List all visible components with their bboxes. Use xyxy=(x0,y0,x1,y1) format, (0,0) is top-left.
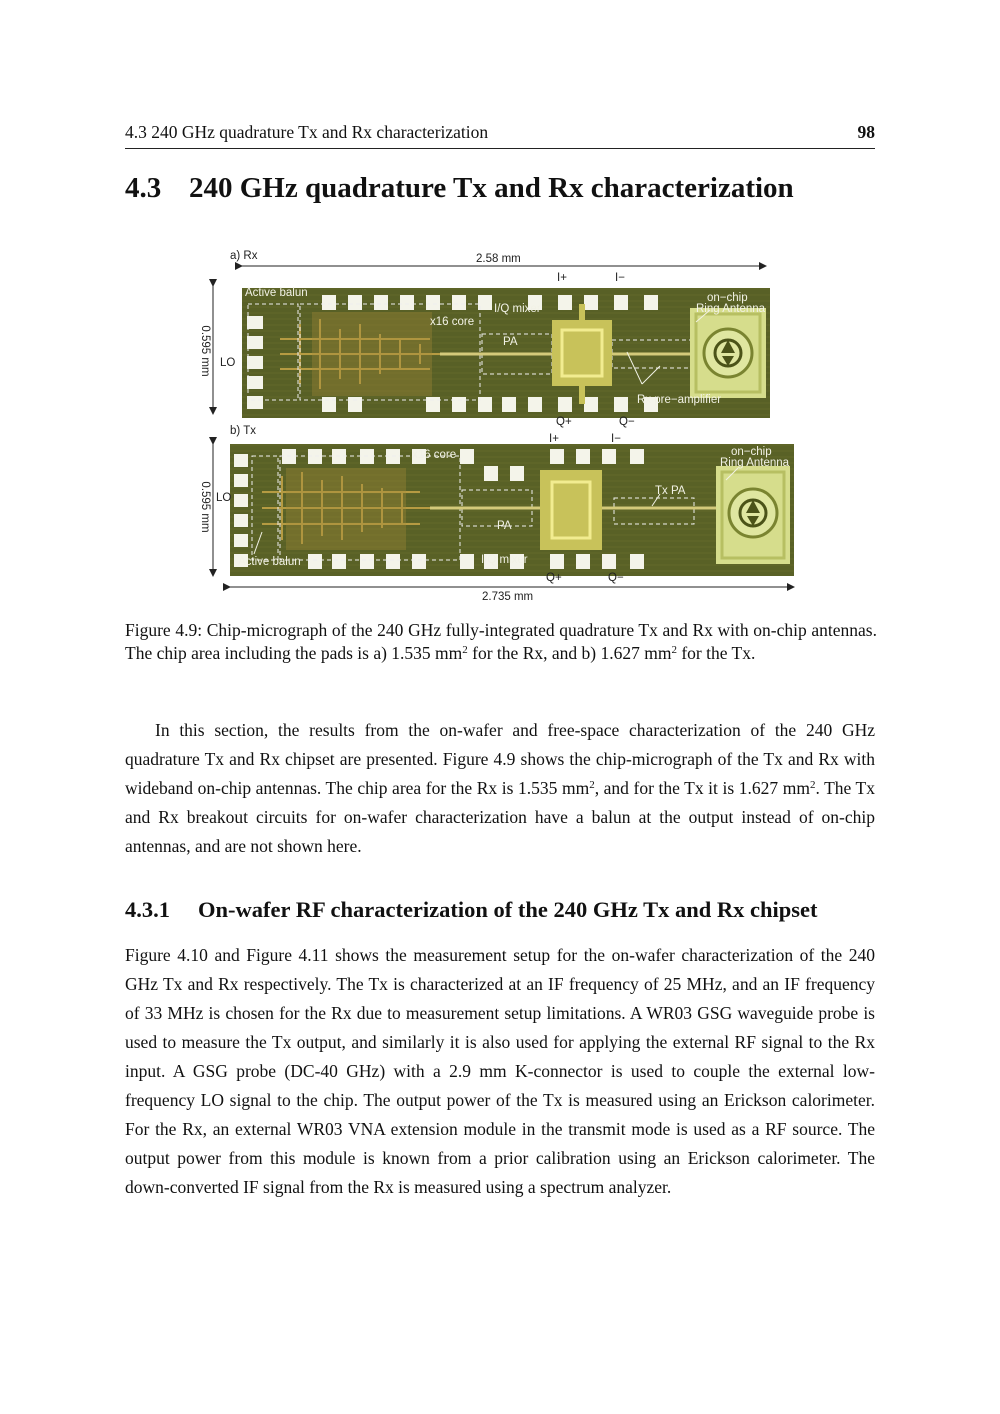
rx-i-plus-label: I+ xyxy=(557,272,567,284)
tx-x16-core-label: x16 core xyxy=(412,449,457,461)
tx-panel-label: b) Tx xyxy=(230,425,256,437)
rx-antenna-label-line1: on−chip xyxy=(707,292,748,304)
rx-q-minus-label: Q− xyxy=(619,416,635,428)
rx-pa-label: PA xyxy=(503,336,518,348)
tx-lo-label: LO xyxy=(216,492,232,504)
rx-width-dimension: 2.58 mm xyxy=(476,253,521,265)
tx-q-minus-label: Q− xyxy=(608,572,624,584)
tx-active-balun-label: Active balun xyxy=(238,556,301,568)
running-header xyxy=(125,122,875,149)
rx-height-dimension: 0.595 mm xyxy=(199,325,211,377)
tx-height-dimension: 0.595 mm xyxy=(199,481,211,533)
rx-antenna-label-line2: Ring Antenna xyxy=(696,303,766,315)
figure-caption: Figure 4.9: Chip-micrograph of the 240 GHz fully-integrated quadrature Tx and Rx with on-chip antennas. The chip area including the pads is a) 1.535 $mm^2$ for the Rx, and b) 1.627 $mm^2$ for the Tx. xyxy=(125,620,877,663)
tx-i-minus-label: I− xyxy=(611,433,621,445)
subsection-heading xyxy=(125,897,818,923)
rx-iq-mixer-label: I/Q mixer xyxy=(494,303,541,315)
figure-chip-micrograph xyxy=(190,244,810,610)
tx-antenna-label-line2: Ring Antenna xyxy=(720,457,790,469)
section-title: 240 GHz quadrature Tx and Rx characterization xyxy=(189,172,794,204)
subsection-number: 4.3.1 xyxy=(125,897,170,922)
rx-active-balun-label: Active balun xyxy=(245,287,308,299)
tx-i-plus-label: I+ xyxy=(549,433,559,445)
measurement-setup-paragraph: Figure 4.10 and Figure 4.11 shows the measurement setup for the on-wafer characterization of the 240 GHz Tx and Rx respectively. The Tx is characterized at an IF frequency of 25 MHz, and an IF frequency of 33 MHz is chosen for the Rx due to measurement setup limitations. A WR03 GSG waveguide probe is used to measure the Tx output, and similarly it is also used for applying the external RF signal to the Rx input. A GSG probe (DC-40 GHz) with a 2.9 mm K-connector is used to couple the external low-frequency LO signal to the chip. The output power of the Tx is measured using an Erickson calorimeter. For the Rx, an external WR03 VNA extension module in the transmit mode is used as a RF source. The output power from this module is known from a prior calibration using an Erickson calorimeter. The down-converted IF signal from the Rx is measured using a spectrum analyzer. xyxy=(125,945,875,1197)
page-number: 98 xyxy=(857,122,875,142)
intro-paragraph: In this section, the results from the on-wafer and free-space characterization of the 240 GHz quadrature Tx and Rx chipset are presented. Figure 4.9 shows the chip-micrograph of the Tx and Rx with wideband on-chip antennas. The chip area for the Rx is 1.535 $mm^2$, and for the Tx it is 1.627 $mm^2$. The Tx and Rx breakout circuits for on-wafer characterization have a balun at the output instead of on-chip antennas, and are not shown here. xyxy=(125,720,876,856)
subsection-title: On-wafer RF characterization of the 240 GHz Tx and Rx chipset xyxy=(198,897,818,922)
tx-pa-output-label: Tx PA xyxy=(655,485,686,497)
tx-pa-label: PA xyxy=(497,520,512,532)
rx-q-plus-label: Q+ xyxy=(556,416,572,428)
rx-lo-label: LO xyxy=(220,357,236,369)
rx-preamp-label: Rx pre−amplifier xyxy=(637,394,722,406)
section-heading xyxy=(125,172,794,205)
tx-width-dimension: 2.735 mm xyxy=(482,591,534,603)
figure-caption-label: Figure 4.9: xyxy=(125,620,203,640)
section-number: 4.3 xyxy=(125,172,162,204)
rx-panel-label: a) Rx xyxy=(230,250,258,262)
running-header-title: 4.3 240 GHz quadrature Tx and Rx characterization xyxy=(125,122,489,142)
rx-i-minus-label: I− xyxy=(615,272,625,284)
rx-x16-core-label: x16 core xyxy=(430,316,475,328)
tx-q-plus-label: Q+ xyxy=(546,572,562,584)
tx-antenna-label-line1: on−chip xyxy=(731,446,772,458)
tx-iq-mixer-label: I/Q mixer xyxy=(481,554,528,566)
